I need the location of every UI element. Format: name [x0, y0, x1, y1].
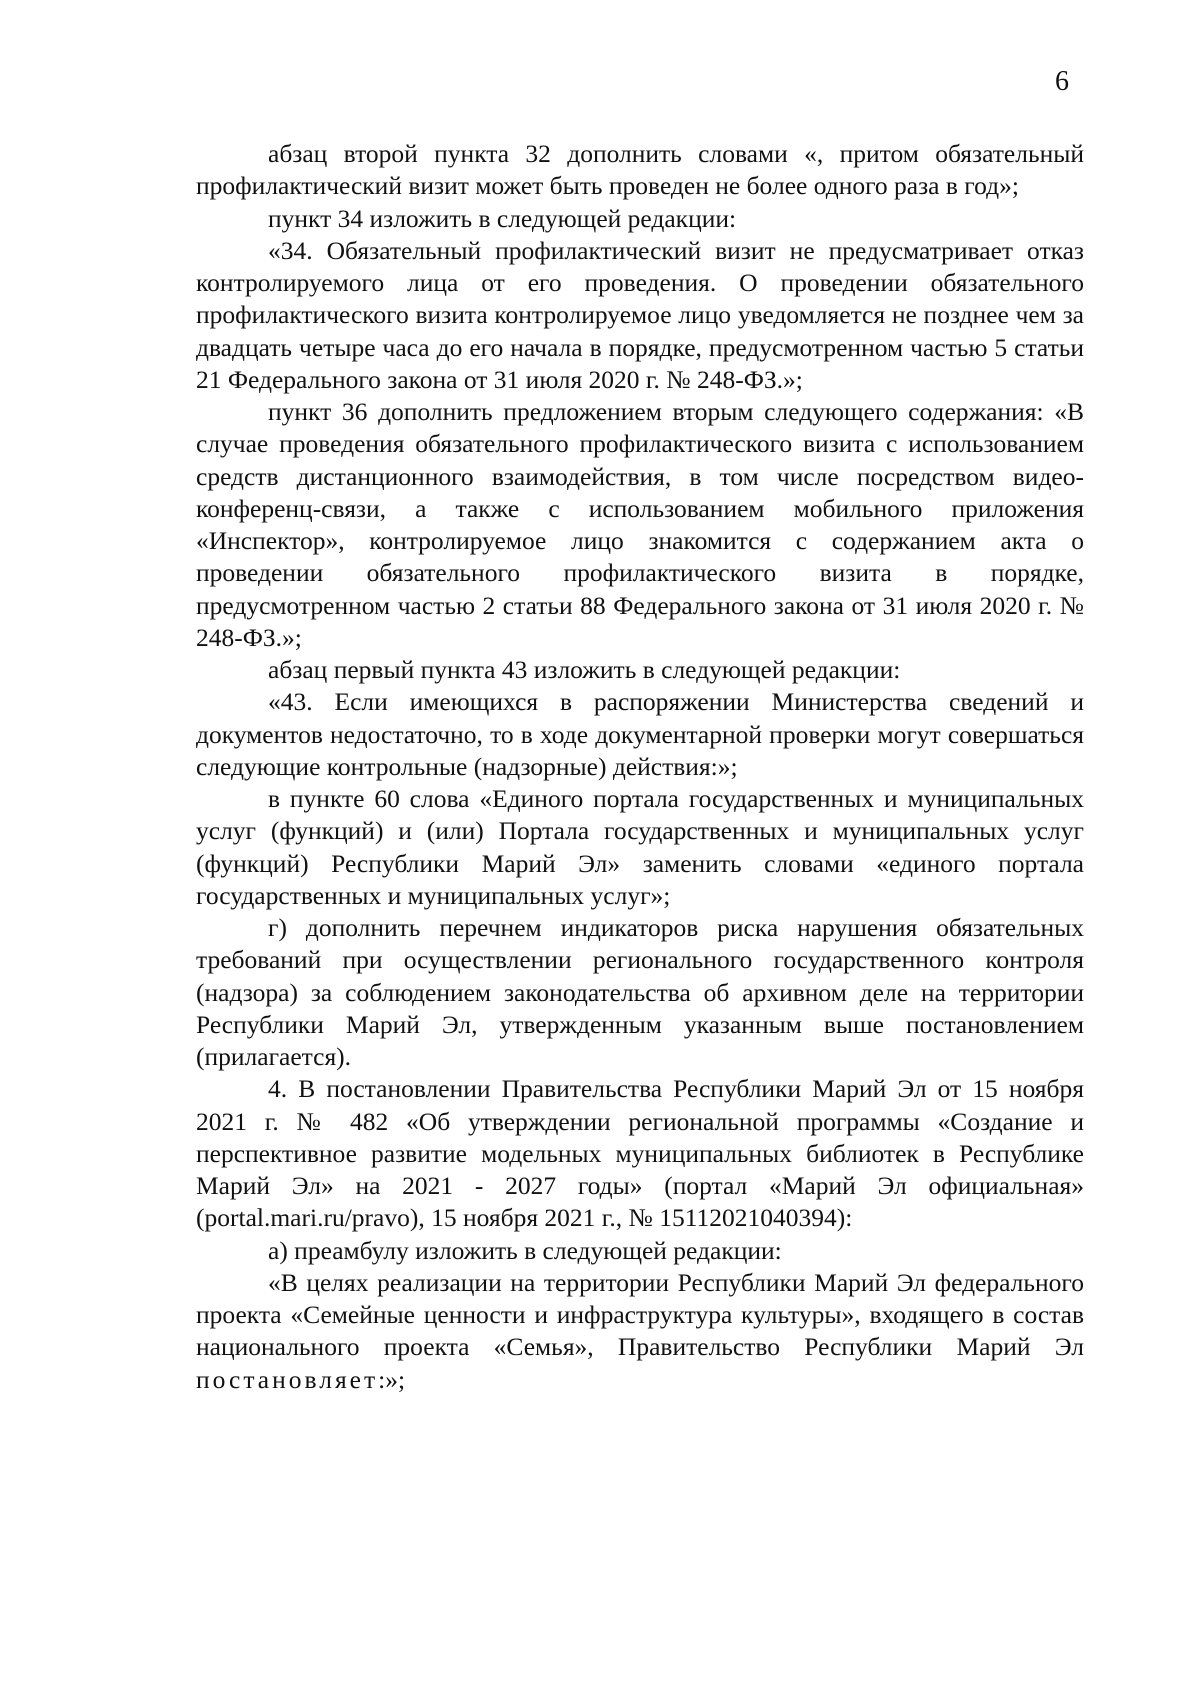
paragraph-36-amendment: пункт 36 дополнить предложением вторым следующего содержания: «В случае проведения обязательного профилактического визита с использованием средств дистанционного взаимодействия, в том числе посредством видео-конференц-связи, а также с использованием мобильного приложения «Инспектор», контролируемое лицо знакомится с содержанием акта о проведении обязательного профилактического визита в порядке, предусмотренном частью 2 статьи 88 Федерального закона от 31 июля 2020 г. № 248-ФЗ.»; — [196, 397, 1084, 652]
paragraph-34-text: «34. Обязательный профилактический визит не предусматривает отказ контролируемого лица от его проведения. О проведении обязательного профилактического визита контролируемое лицо уведомляется не позднее чем за двадцать четыре часа до его начала в порядке, предусмотренном частью 5 статьи 21 Федерального закона от 31 июля 2020 г. № 248-ФЗ.»; — [196, 235, 1084, 394]
paragraph-43-text: «43. Если имеющихся в распоряжении Министерства сведений и документов недостаточно, то в ходе документарной проверки могут совершаться следующие контрольные (надзорные) действия:»; — [196, 687, 1084, 781]
paragraph-item-a: а) преамбулу изложить в следующей редакции: — [268, 1235, 782, 1265]
preamble-text: «В целях реализации на территории Республики Марий Эл федерального проекта «Семейные ценности и инфраструктура культуры», входящего в состав национального проекта «Семья», Правительство Республики Марий Эл — [196, 1267, 1084, 1362]
paragraph-34-intro: пункт 34 изложить в следующей редакции: — [268, 203, 737, 233]
paragraph-32-amendment: абзац второй пункта 32 дополнить словами «, притом обязательный профилактический визит может быть проведен не более одного раза в год»; — [196, 139, 1084, 201]
preamble-decree-word: постановляет — [196, 1364, 379, 1394]
paragraph-preamble — [196, 1267, 1084, 1396]
paragraph-43-intro: абзац первый пункта 43 изложить в следующей редакции: — [268, 655, 901, 684]
paragraph-item-g: г) дополнить перечнем индикаторов риска нарушения обязательных требований при осуществлении регионального государственного контроля (надзора) за соблюдением законодательства об архивном деле на территории Республики Марий Эл, утвержденным указанным выше постановлением (прилагается). — [196, 913, 1084, 1071]
paragraph-60-amendment: в пункте 60 слова «Единого портала государственных и муниципальных услуг (функций) и (или) Портала государственных и муниципальных услуг (функций) Республики Марий Эл» заменить словами «единого портала государственных и муниципальных услуг»; — [196, 784, 1084, 910]
preamble-ending: :»; — [378, 1364, 406, 1394]
page-number: 6 — [1055, 66, 1069, 97]
paragraph-item-4: 4. В постановлении Правительства Республики Марий Эл от 15 ноября 2021 г. № 482 «Об утверждении региональной программы «Создание и перспективное развитие модельных муниципальных библиотек в Республике Марий Эл» на 2021 - 2027 годы» (портал «Марий Эл официальная» (portal.mari.ru/pravo), 15 ноября 2021 г., № 15112021040394): — [196, 1074, 1084, 1233]
document-body — [196, 138, 1084, 1396]
